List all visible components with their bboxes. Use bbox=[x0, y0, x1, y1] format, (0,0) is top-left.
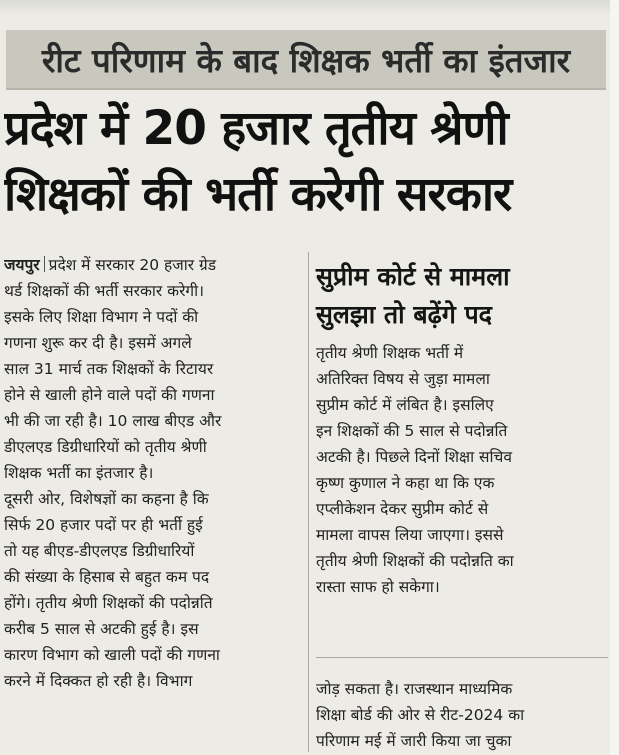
sub-headline-line: सुलझा तो बढ़ेंगे पद bbox=[316, 300, 492, 329]
article-line: करने में दिक्कत हो रही है। विभाग bbox=[4, 672, 193, 690]
article-line: भी की जा रही है। 10 लाख बीएड और bbox=[4, 412, 222, 430]
article-line: थर्ड शिक्षकों की भर्ती सरकार करेगी। bbox=[4, 282, 205, 300]
article-line: शिक्षा बोर्ड की ओर से रीट-2024 का bbox=[316, 706, 525, 724]
article-line: डीएलएड डिग्रीधारियों को तृतीय श्रेणी bbox=[4, 438, 207, 456]
right-column-continued bbox=[316, 676, 608, 754]
sub-headline bbox=[316, 258, 606, 334]
sub-headline-line: सुप्रीम कोर्ट से मामला bbox=[316, 262, 510, 291]
article-line: कारण विभाग को खाली पदों की गणना bbox=[4, 646, 220, 664]
article-line: की संख्या के हिसाब से बहुत कम पद bbox=[4, 568, 210, 586]
dateline-separator bbox=[44, 256, 45, 272]
kicker-banner: रीट परिणाम के बाद शिक्षक भर्ती का इंतजार bbox=[6, 30, 606, 90]
headline bbox=[4, 96, 610, 228]
article-line: होंगे। तृतीय श्रेणी शिक्षकों की पदोन्नति bbox=[4, 594, 213, 612]
article-line: मामला वापस लिया जाएगा। इससे bbox=[316, 526, 504, 544]
article-line: इन शिक्षकों की 5 साल से पदोन्नति bbox=[316, 422, 508, 440]
article-line: अटकी है। पिछले दिनों शिक्षा सचिव bbox=[316, 448, 513, 466]
headline-line: प्रदेश में 20 हजार तृतीय श्रेणी bbox=[4, 101, 508, 156]
left-column bbox=[4, 252, 304, 694]
article-line-text: प्रदेश में सरकार 20 हजार ग्रेड bbox=[48, 256, 217, 274]
article-line: सुप्रीम कोर्ट में लंबित है। इसलिए bbox=[316, 396, 494, 414]
article-line: तृतीय श्रेणी शिक्षकों की पदोन्नति का bbox=[316, 552, 514, 570]
article-line: कृष्ण कुणाल ने कहा था कि एक bbox=[316, 474, 495, 492]
column-divider bbox=[308, 252, 309, 752]
article-line: होने से खाली होने वाले पदों की गणना bbox=[4, 386, 215, 404]
article-line: करीब 5 साल से अटकी हुई है। इस bbox=[4, 620, 199, 638]
page-top-strip bbox=[0, 0, 619, 14]
article-line: एप्लीकेशन देकर सुप्रीम कोर्ट से bbox=[316, 500, 489, 518]
headline-line: शिक्षकों की भर्ती करेगी सरकार bbox=[4, 167, 512, 222]
article-line: परिणाम मई में जारी किया जा चुका bbox=[316, 732, 512, 750]
article-line: सिर्फ 20 हजार पदों पर ही भर्ती हुई bbox=[4, 516, 203, 534]
article-line: रास्ता साफ हो सकेगा। bbox=[316, 578, 440, 596]
article-line: तृतीय श्रेणी शिक्षक भर्ती में bbox=[316, 344, 464, 362]
article-line: साल 31 मार्च तक शिक्षकों के रिटायर bbox=[4, 360, 214, 378]
article-line: गणना शुरू कर दी है। इसमें अगले bbox=[4, 334, 192, 352]
article-line: अतिरिक्त विषय से जुड़ा मामला bbox=[316, 370, 490, 388]
page-edge bbox=[610, 0, 619, 755]
right-column bbox=[316, 340, 608, 600]
article-line: दूसरी ओर, विशेषज्ञों का कहना है कि bbox=[4, 490, 209, 508]
article-line: तो यह बीएड-डीएलएड डिग्रीधारियों bbox=[4, 542, 195, 560]
article-line: शिक्षक भर्ती का इंतजार है। bbox=[4, 464, 154, 482]
article-line: जोड़ सकता है। राजस्थान माध्यमिक bbox=[316, 680, 513, 698]
dateline: जयपुर bbox=[4, 256, 40, 274]
article-line: इसके लिए शिक्षा विभाग ने पदों की bbox=[4, 308, 199, 326]
section-divider bbox=[316, 657, 608, 658]
article-line bbox=[4, 252, 304, 278]
